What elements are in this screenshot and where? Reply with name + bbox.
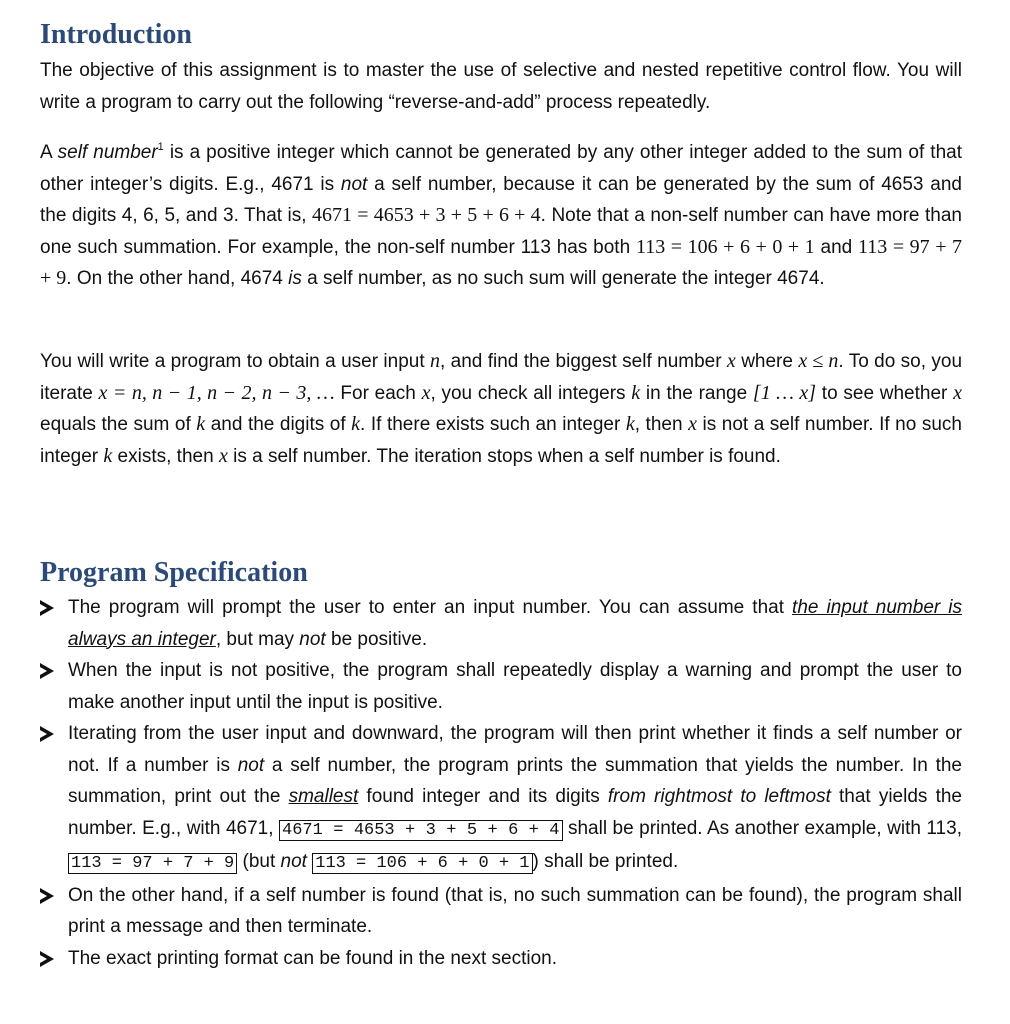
text: be positive. xyxy=(325,628,428,650)
text: The program will prompt the user to enter an input number. You can assume that xyxy=(68,597,793,618)
underlined-emphasis: the input number is always an integer xyxy=(68,597,962,650)
equation-113-b: 113 = 97 + 7 + 9 xyxy=(40,235,963,289)
emphasis-not: not xyxy=(299,628,326,650)
text: is a self number. The iteration stops when a self number is found. xyxy=(227,445,781,467)
text: Iterating from the user input and downward, the program will then print whether it finds a self number or not. If a number is xyxy=(68,723,962,776)
math-iteration: x = n, n − 1, n − 2, n − 3, … xyxy=(98,381,335,404)
text: , and find the biggest self number xyxy=(440,351,727,372)
arrow-bullet-icon xyxy=(40,951,54,967)
paragraph-self-number-definition xyxy=(40,137,962,295)
underlined-emphasis: smallest xyxy=(288,786,359,807)
paragraph-objective: The objective of this assignment is to master the use of selective and nested repetitive control flow. You will write a program to carry out the following “reverse-and-add” process repeatedly. xyxy=(40,60,962,113)
text: For each xyxy=(334,382,422,404)
list-item xyxy=(40,655,962,718)
arrow-bullet-icon xyxy=(40,663,54,679)
text: , then xyxy=(634,414,689,435)
equation-113-a: 113 = 106 + 6 + 0 + 1 xyxy=(635,235,815,258)
emphasis-order: from rightmost to leftmost xyxy=(607,786,831,807)
emphasis-not: not xyxy=(340,173,368,195)
text: is a positive integer which cannot be generated by any other integer added to the sum of that other integer’s digits. E.g., 4671 is xyxy=(40,142,962,195)
text: where xyxy=(735,351,799,372)
text: a self number, the program prints the summation that yields the number. In the summation, print out the xyxy=(68,754,962,807)
equation-4671: 4671 = 4653 + 3 + 5 + 6 + 4 xyxy=(312,204,541,226)
text: to see whether xyxy=(816,382,954,404)
text: A xyxy=(40,142,58,163)
heading-program-specification: Program Specification xyxy=(40,557,308,588)
text: shall be printed. As another example, with 113, xyxy=(562,817,962,839)
text: in the range xyxy=(640,382,753,404)
math-range: [1 … x] xyxy=(752,381,817,404)
text: (but xyxy=(237,851,281,872)
code-sample-4671: 4671 = 4653 + 3 + 5 + 6 + 4 xyxy=(279,820,563,841)
text: , but may xyxy=(215,628,300,650)
emphasis-is: is xyxy=(288,268,302,289)
math-k: k xyxy=(351,413,361,435)
specification-list xyxy=(40,592,962,974)
text: . On the other hand, 4674 xyxy=(66,268,289,289)
text: ) shall be printed. xyxy=(532,851,679,872)
text: The exact printing format can be found in the next section. xyxy=(68,947,558,969)
text: . Note that a non-self number can have more than one such summation. For example, the non-self number 113 has both xyxy=(40,205,962,258)
math-x: x xyxy=(218,444,228,467)
math-x: x xyxy=(953,381,962,404)
emphasis-not: not xyxy=(237,754,265,776)
text: When the input is not positive, the program shall repeatedly display a warning and prompt the user to make another input until the input is positive. xyxy=(68,660,962,713)
text: that yields the number. E.g., with 4671, xyxy=(68,786,962,839)
paragraph-program-description xyxy=(40,346,962,472)
list-item xyxy=(40,880,962,943)
arrow-bullet-icon xyxy=(40,888,54,904)
math-k: k xyxy=(631,381,641,404)
math-condition: x ≤ n xyxy=(798,350,839,372)
list-item xyxy=(40,718,962,880)
math-n: n xyxy=(430,350,440,372)
text: You will write a program to obtain a user input xyxy=(40,351,430,372)
math-x: x xyxy=(726,350,736,372)
text: . To do so, you iterate xyxy=(40,351,963,404)
footnote-marker: 1 xyxy=(157,141,164,153)
text: and the digits of xyxy=(205,414,352,435)
emphasis-not: not xyxy=(280,851,307,872)
math-k: k xyxy=(103,444,113,467)
math-k: k xyxy=(196,413,206,435)
text: and xyxy=(814,236,859,258)
text: a self number, because it can be generated by the sum of 4653 and the digits 4, 6, 5, and 3. That is, xyxy=(40,173,962,226)
text: exists, then xyxy=(112,445,219,467)
text: On the other hand, if a self number is found (that is, no such summation can be found), the program shall print a message and then terminate. xyxy=(68,884,962,937)
list-item xyxy=(40,592,962,655)
text: found integer and its digits xyxy=(358,786,608,807)
term-self-number: self number xyxy=(57,142,158,163)
list-item xyxy=(40,943,962,975)
math-x: x xyxy=(688,413,697,435)
math-x: x xyxy=(421,381,431,404)
arrow-bullet-icon xyxy=(40,726,54,742)
text: equals the sum of xyxy=(40,414,197,435)
heading-introduction: Introduction xyxy=(40,19,192,50)
text: , you check all integers xyxy=(430,382,632,404)
text: is not a self number. If no such integer xyxy=(40,414,962,467)
code-sample-113-incorrect: 113 = 106 + 6 + 0 + 1 xyxy=(312,853,532,874)
text: a self number, as no such sum will generate the integer 4674. xyxy=(301,268,825,289)
text: . If there exists such an integer xyxy=(360,414,626,435)
arrow-bullet-icon xyxy=(40,600,54,616)
code-sample-113-correct: 113 = 97 + 7 + 9 xyxy=(68,853,237,874)
math-k: k xyxy=(625,413,635,435)
